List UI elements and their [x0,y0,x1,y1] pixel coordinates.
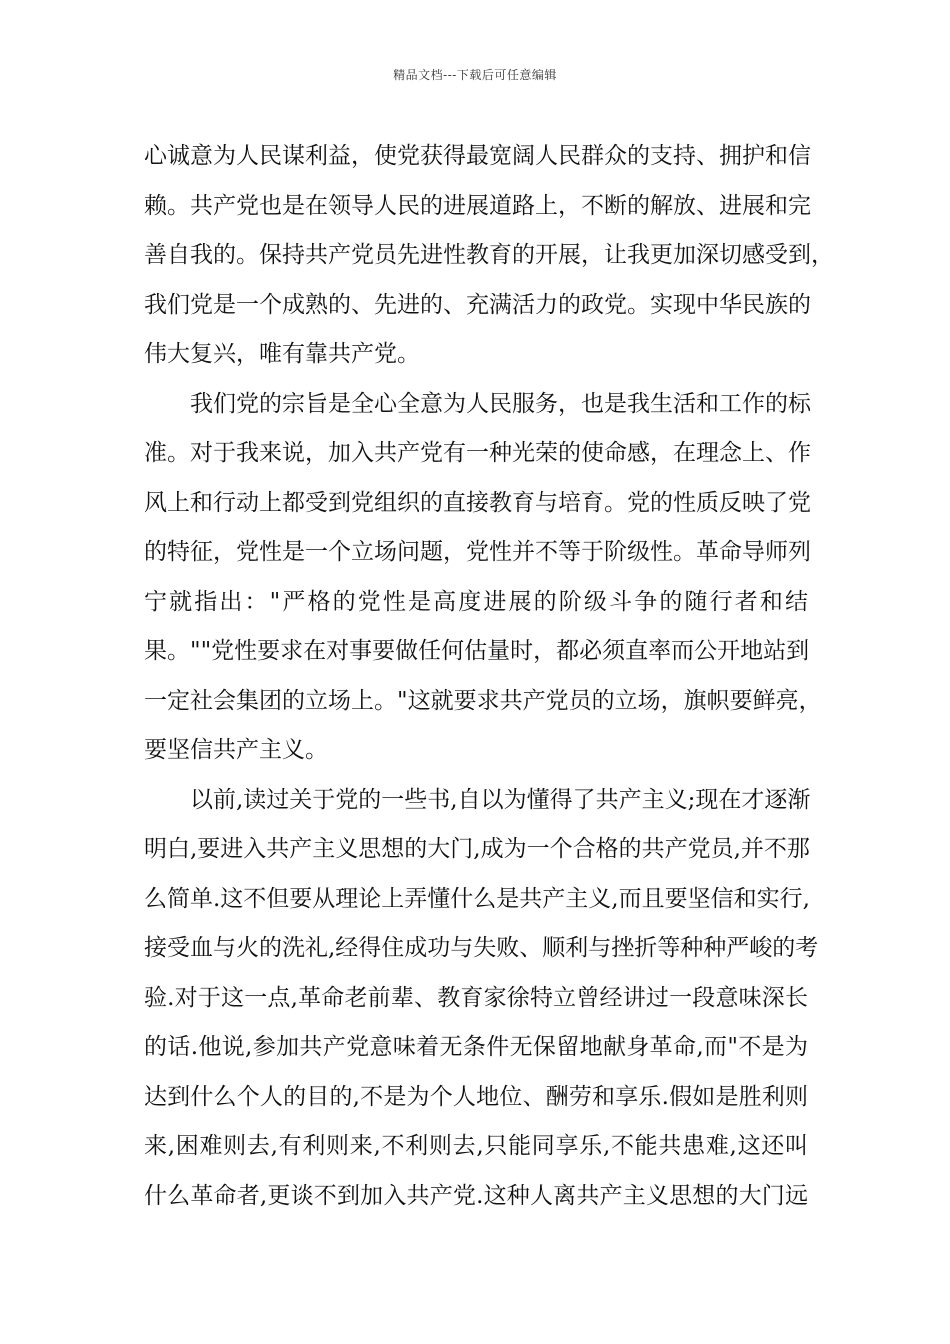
text-line: 一定社会集团的立场上。"这就要求共产党员的立场，旗帜要鲜亮， [144,687,822,714]
page-header: 精品文档---下载后可任意编辑 [393,68,557,82]
text-line: 我们党的宗旨是全心全意为人民服务，也是我生活和工作的标 [190,390,811,417]
text-line: 的话.他说,参加共产党意味着无条件无保留地献身革命,而"不是为 [144,1034,808,1060]
text-line: 要坚信共产主义。 [144,737,328,763]
text-line: 风上和行动上都受到党组织的直接教育与培育。党的性质反映了党 [144,489,811,516]
text-line: 么简单.这不但要从理论上弄懂什么是共产主义,而且要坚信和实行, [144,885,810,912]
text-line: 准。对于我来说，加入共产党有一种光荣的使命感，在理念上、作 [144,440,811,466]
text-line: 赖。共产党也是在领导人民的进展道路上，不断的解放、进展和完 [144,192,811,219]
text-line: 验.对于这一点,革命老前辈、教育家徐特立曾经讲过一段意味深长 [144,984,808,1011]
text-line: 我们党是一个成熟的、先进的、充满活力的政党。实现中华民族的 [144,291,811,318]
text-line: 果。""党性要求在对事要做任何估量时，都必须直率而公开地站到 [144,638,810,664]
text-line: 接受血与火的洗礼,经得住成功与失败、顺利与挫折等种种严峻的考 [144,935,819,961]
text-line: 善自我的。保持共产党员先进性教育的开展，让我更加深切感受到， [144,242,834,268]
text-line: 达到什么个人的目的,不是为个人地位、酬劳和享乐.假如是胜利则 [144,1083,808,1110]
text-line: 伟大复兴，唯有靠共产党。 [144,341,420,367]
text-line: 来,困难则去,有利则来,不利则去,只能同享乐,不能共患难,这还叫 [144,1133,808,1159]
text-line: 明白,要进入共产主义思想的大门,成为一个合格的共产党员,并不那 [144,836,810,862]
text-line: 的特征，党性是一个立场问题，党性并不等于阶级性。革命导师列 [144,539,811,565]
text-line: 什么革命者,更谈不到加入共产党.这种人离共产主义思想的大门远 [144,1182,808,1209]
document-body [144,132,834,1221]
text-line: 以前,读过关于党的一些书,自以为懂得了共产主义;现在才逐渐 [190,786,811,813]
text-line: 宁就指出："严格的党性是高度进展的阶级斗争的随行者和结 [144,588,808,615]
text-line: 心诚意为人民谋利益，使党获得最宽阔人民群众的支持、拥护和信 [144,143,811,169]
